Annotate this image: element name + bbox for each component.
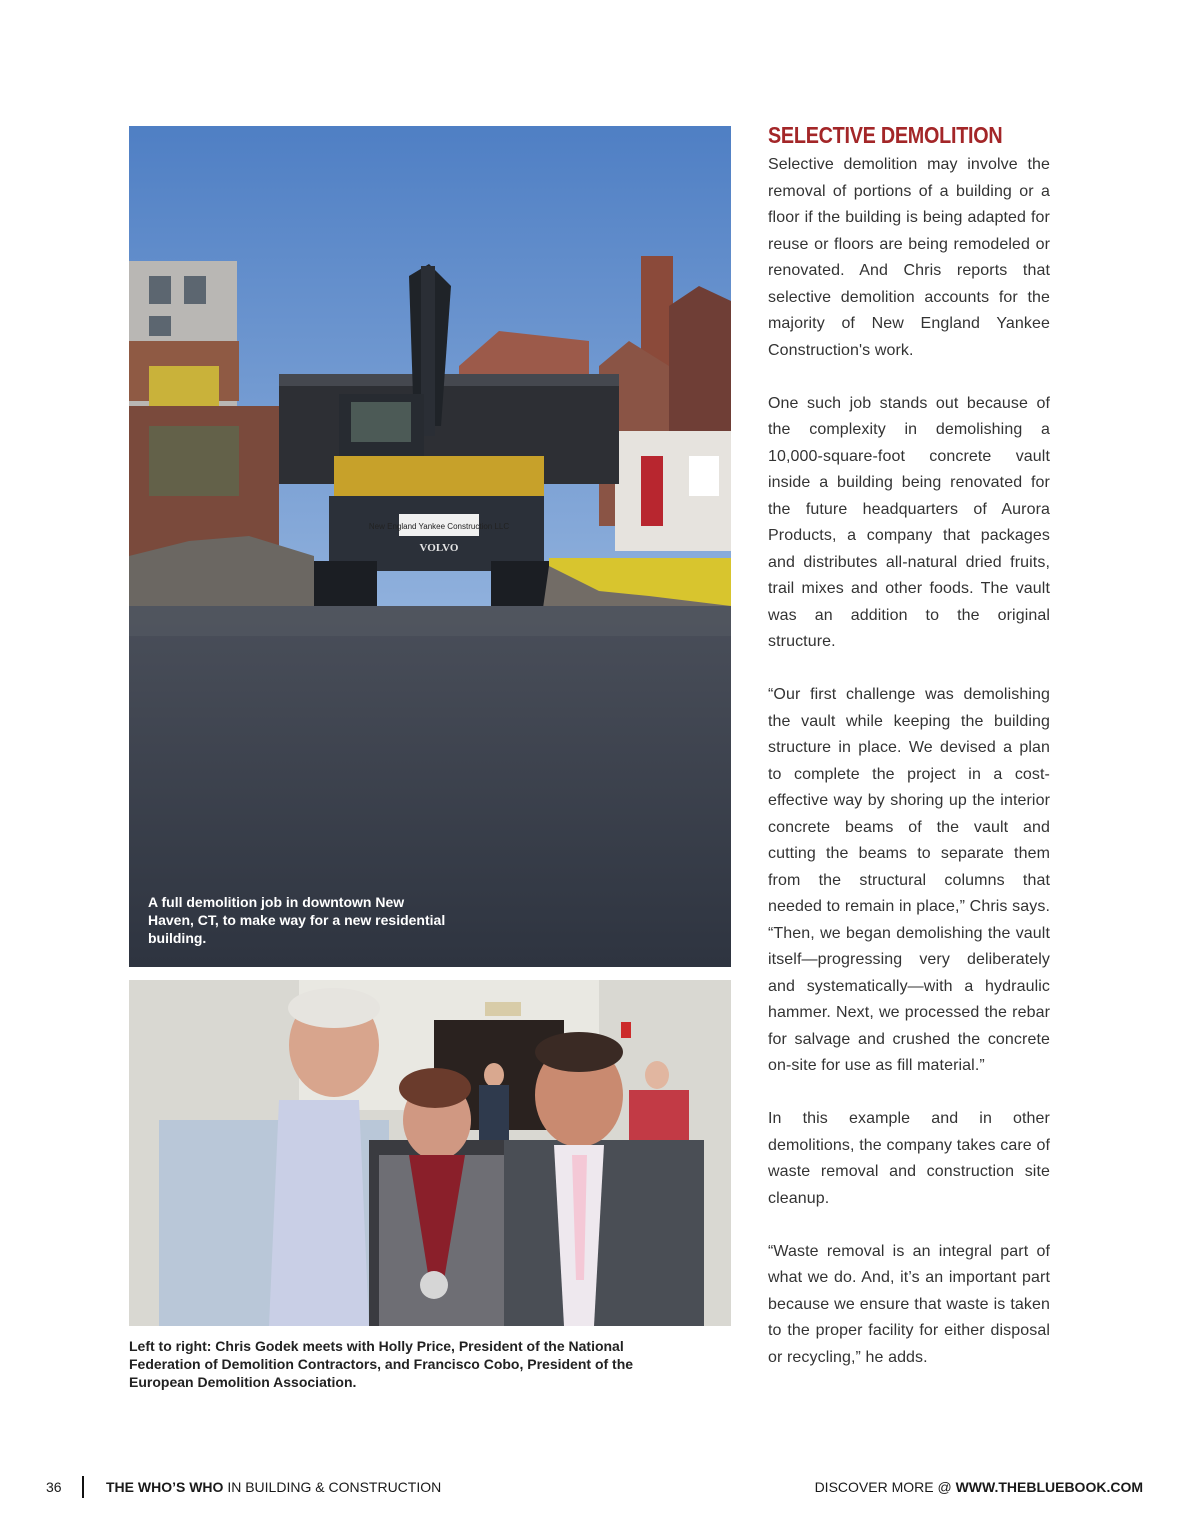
website-link[interactable]: WWW.THEBLUEBOOK.COM (955, 1479, 1143, 1495)
article-paragraph: In this example and in other demolitions, the company takes care of waste removal and construction site cleanup. (768, 1110, 1050, 1207)
publication-title-bold: THE WHO’S WHO (106, 1479, 224, 1495)
photo-caption: Left to right: Chris Godek meets with Holly Price, President of the National Federation of Demolition Contractors, and Francisco Cobo, President of the European Demolition Association. (129, 1338, 634, 1390)
section-heading: SELECTIVE DEMOLITION (768, 122, 1003, 148)
excavator-brand: VOLVO (419, 542, 459, 554)
page-footer (0, 1476, 1200, 1500)
article-paragraph: “Our first challenge was demolishing the vault while keeping the building structure in place. We devised a plan to complete the project in a cost-effective way by shoring up the interior concrete beams of the vault and cutting the beams to separate them from the structural columns that needed to remain in place,” Chris says. “Then, we began demolishing the vault itself—progressing very deliberately and systematically—with a hydraulic hammer. Next, we processed the rebar for salvage and crushed the concrete on-site for use as fill material.” (768, 686, 1050, 1074)
group-photo-illustration (129, 980, 731, 1326)
article-paragraph: One such job stands out because of the complexity in demolishing a 10,000-square-foot concrete vault inside a building being renovated for the future headquarters of Aurora Products, a company that packages and distributes all-natural dried fruits, trail mixes and other foods. The vault was an addition to the original structure. (768, 394, 1050, 650)
article (768, 120, 1050, 1398)
discover-more (815, 1479, 1143, 1495)
page-number: 36 (46, 1479, 62, 1495)
article-paragraph: Selective demolition may involve the removal of portions of a building or a floor if the building is being adapted for reuse or floors are being remodeled or renovated. And Chris reports that selective demolition accounts for the majority of New England Yankee Construction's work. (768, 156, 1050, 359)
footer-divider (82, 1476, 84, 1498)
article-paragraph: “Waste removal is an integral part of what we do. And, it’s an important part because we ensure that waste is taken to the proper facility for either disposal or recycling,” he adds. (768, 1242, 1050, 1366)
discover-prefix: DISCOVER MORE @ (814, 1479, 956, 1495)
photo-caption: A full demolition job in downtown New Haven, CT, to make way for a new residential building. (148, 894, 446, 946)
company-decal: New England Yankee Construction LLC (368, 522, 510, 531)
publication-title (106, 1479, 441, 1495)
publication-title-rest: IN BUILDING & CONSTRUCTION (223, 1479, 442, 1495)
group-photo (129, 980, 731, 1326)
demolition-photo (129, 126, 731, 967)
demolition-photo-illustration (129, 126, 731, 967)
